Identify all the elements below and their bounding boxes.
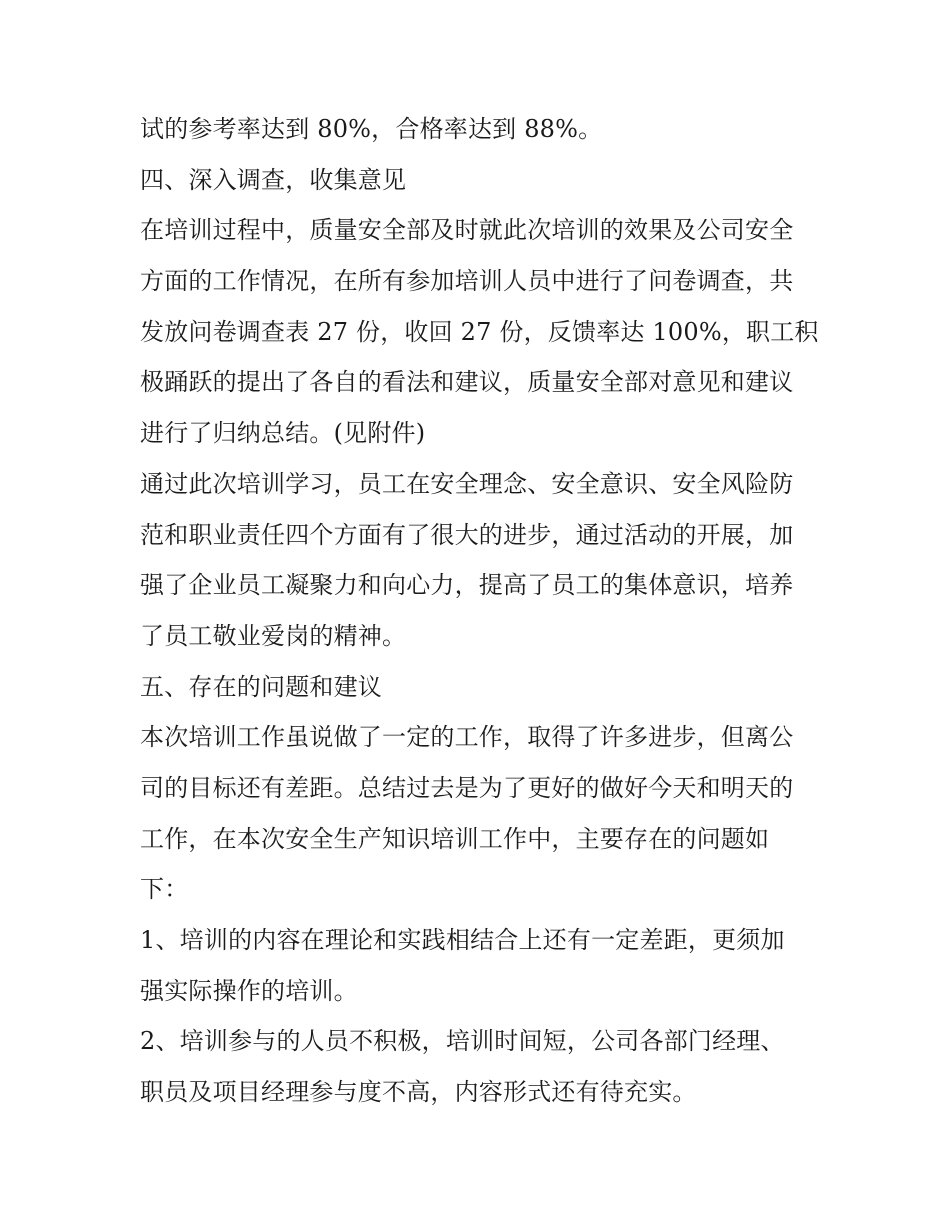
paragraph-line: 在培训过程中，质量安全部及时就此次培训的效果及公司安全 (140, 216, 794, 245)
text-line-continuation: 试的参考率达到 80%，合格率达到 88%。 (140, 115, 603, 143)
document-body (140, 104, 820, 1118)
paragraph-line: 方面的工作情况，在所有参加培训人员中进行了问卷调查，共 (140, 267, 794, 296)
paragraph-line: 范和职业责任四个方面有了很大的进步，通过活动的开展，加 (140, 520, 794, 549)
paragraph-line: 工作，在本次安全生产知识培训工作中，主要存在的问题如 (140, 824, 770, 853)
paragraph-line: 下： (140, 875, 189, 904)
list-item-1-line: 1、培训的内容在理论和实践相结合上还有一定差距，更须加 (140, 926, 785, 954)
section-heading-4: 四、深入调查，收集意见 (140, 165, 407, 194)
paragraph-line: 司的目标还有差距。总结过去是为了更好的做好今天和明天的 (140, 773, 794, 802)
list-item-1-line: 强实际操作的培训。 (140, 976, 358, 1005)
list-item-2-line: 职员及项目经理参与度不高，内容形式还有待充实。 (140, 1078, 697, 1107)
paragraph-line: 通过此次培训学习，员工在安全理念、安全意识、安全风险防 (140, 469, 794, 498)
paragraph-line: 发放问卷调查表 27 份，收回 27 份，反馈率达 100%，职工积 (140, 317, 819, 346)
paragraph-line: 极踊跃的提出了各自的看法和建议，质量安全部对意见和建议 (140, 368, 794, 397)
paragraph-line: 强了企业员工凝聚力和向心力，提高了员工的集体意识，培养 (140, 571, 794, 600)
paragraph-line: 了员工敬业爱岗的精神。 (140, 621, 407, 650)
section-heading-5: 五、存在的问题和建议 (140, 672, 382, 701)
paragraph-line: 本次培训工作虽说做了一定的工作，取得了许多进步，但离公 (140, 723, 794, 752)
paragraph-line: 进行了归纳总结。(见附件) (140, 419, 426, 448)
list-item-2-line: 2、培训参与的人员不积极，培训时间短，公司各部门经理、 (140, 1027, 785, 1056)
